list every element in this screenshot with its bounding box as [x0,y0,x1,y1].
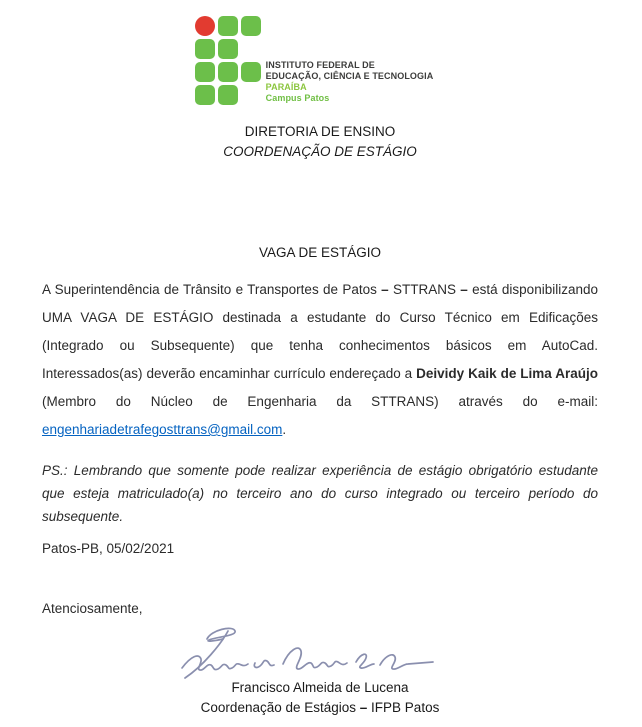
signer-role [42,698,598,718]
ifpb-wordmark [266,60,434,105]
bold-dash: – [359,700,368,715]
paragraph-text: A Superintendência de Trânsito e Transportes de Patos [42,282,382,297]
signer-role-text: Coordenação de Estágios [200,700,360,715]
logo-org-line2: EDUCAÇÃO, CIÊNCIA E TECNOLOGIA [265,71,434,81]
logo-square [241,62,261,82]
logo-red-dot [195,16,215,36]
email-link[interactable]: engenhariadetrafegosttrans@gmail.com [42,422,283,437]
logo-empty-cell [241,39,261,59]
logo-square [195,62,215,82]
signature-image [12,624,598,682]
logo-region: PARAÍBA [265,82,307,92]
logo-square [195,39,215,59]
header-line1: DIRETORIA DE ENSINO [244,124,396,139]
logo-square [218,85,238,105]
logo-org-line1: INSTITUTO FEDERAL DE [265,60,375,70]
ps-note: PS.: Lembrando que somente pode realizar experiência de estágio obrigatório estudante que esteja matriculado(a) no terceiro ano do curso integrado ou terceiro período do subsequente. [42,463,598,524]
ifpb-logo [30,15,598,105]
recipient-name: Deividy Kaik de Lima Araújo [416,366,598,381]
signer-name: Francisco Almeida de Lucena [231,680,409,695]
header-line2: COORDENAÇÃO DE ESTÁGIO [223,144,417,159]
main-paragraph [42,276,598,444]
doc-title: VAGA DE ESTÁGIO [258,245,382,260]
logo-square [218,39,238,59]
paragraph-text: STTRANS [388,282,461,297]
logo-empty-cell [241,85,261,105]
paragraph-text: . [282,422,287,437]
bold-dash: – [460,282,468,297]
signature-icon [171,624,439,682]
signer-role-text: IFPB Patos [367,700,440,715]
paragraph-text: está disponibilizando UMA VAGA DE ESTÁGIO destinada a estudante do Curso Técnico em Edificações (Integrado ou Subsequente) que tenha conhecimentos básicos em AutoCad. Interessados(as) deverão encaminhar currículo endereçado a [42,282,598,381]
logo-campus: Campus Patos [265,93,330,103]
date-line: Patos-PB, 05/02/2021 [42,541,175,556]
bold-dash: – [381,282,389,297]
logo-square [218,16,238,36]
logo-square [218,62,238,82]
closing-salutation: Atenciosamente, [42,601,143,616]
logo-square [195,85,215,105]
logo-square [241,16,261,36]
ifpb-logo-mark-icon [195,16,261,105]
paragraph-text: (Membro do Núcleo de Engenharia da STTRANS) através do e-mail: [42,394,598,409]
